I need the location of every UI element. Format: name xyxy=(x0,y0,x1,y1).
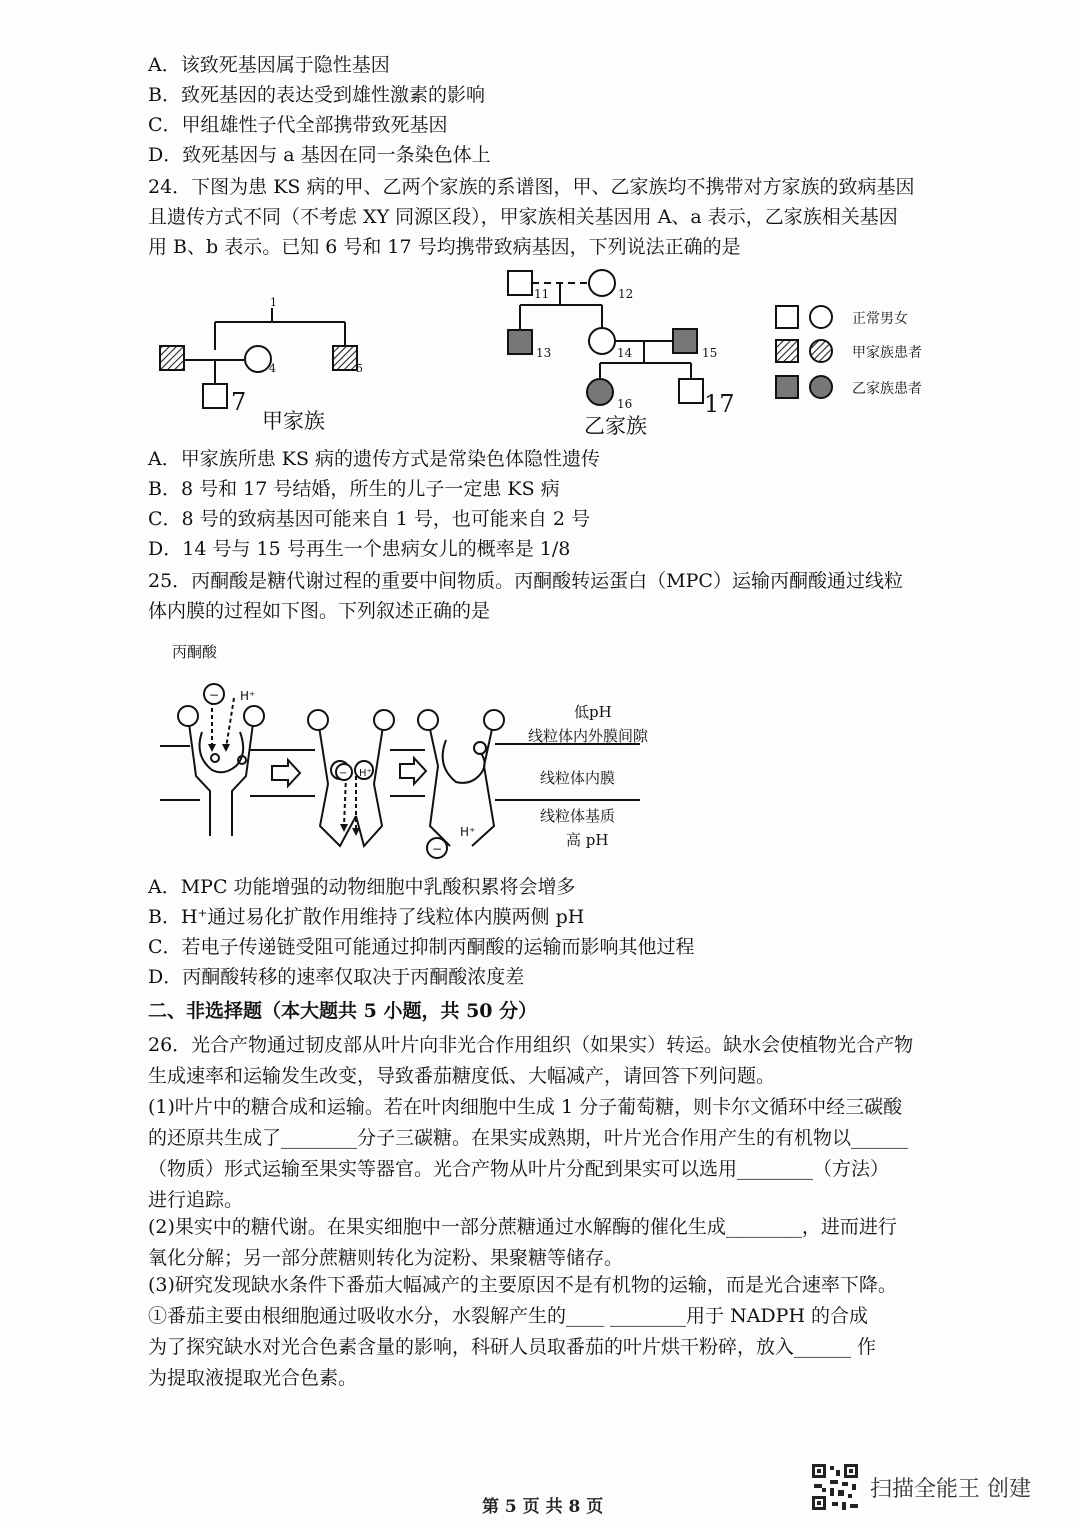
scanner-text: 扫描全能王 创建 xyxy=(870,1476,1031,1502)
pedigree-number: 17 xyxy=(704,390,735,418)
pedigree-diagram xyxy=(140,262,970,442)
pedigree-number: 12 xyxy=(618,287,634,301)
q24-option-c: C．8 号的致病基因可能来自 1 号，也可能来自 2 号 xyxy=(148,508,591,530)
q23-option-d: D．致死基因与 a 基因在同一条染色体上 xyxy=(148,144,491,166)
inner-membrane-label: 线粒体内膜 xyxy=(540,769,616,787)
q25-option-d: D．丙酮酸转移的速率仅取决于丙酮酸浓度差 xyxy=(148,966,525,988)
family-b-label: 乙家族 xyxy=(584,414,647,438)
q23-option-b: B．致死基因的表达受到雄性激素的影响 xyxy=(148,84,485,106)
pedigree-number: 7 xyxy=(231,388,247,416)
minus-symbol: − xyxy=(339,768,348,779)
q25-stem-line: 体内膜的过程如下图。下列叙述正确的是 xyxy=(148,600,491,622)
qr-code-icon xyxy=(810,1462,860,1512)
q25-option-c: C．若电子传递链受阻可能通过抑制丙酮酸的运输而影响其他过程 xyxy=(148,936,695,958)
q24-stem-line: 且遗传方式不同（不考虑 XY 同源区段），甲家族相关基因用 A、a 表示，乙家族相关基因 xyxy=(148,206,898,228)
q23-option-c: C．甲组雄性子代全部携带致死基因 xyxy=(148,114,448,136)
q26-line: 生成速率和运输发生改变，导致番茄糖度低、大幅减产，请回答下列问题。 xyxy=(148,1065,776,1087)
q26-line: 为了探究缺水对光合色素含量的影响，科研人员取番茄的叶片烘干粉碎，放入______ 作 xyxy=(148,1336,877,1358)
q24-stem-line: 24．下图为患 KS 病的甲、乙两个家族的系谱图，甲、乙家族均不携带对方家族的致病基因 xyxy=(148,176,915,198)
q26-line: 的还原共生成了________分子三碳糖。在果实成熟期，叶片光合作用产生的有机物以______ xyxy=(148,1127,909,1149)
q26-line: （物质）形式运输至果实等器官。光合产物从叶片分配到果实可以选用________（方法） xyxy=(148,1158,890,1180)
pedigree-number: 14 xyxy=(617,346,633,360)
q25-option-a: A．MPC 功能增强的动物细胞中乳酸积累将会增多 xyxy=(148,876,576,898)
q26-line: (2)果实中的糖代谢。在果实细胞中一部分蔗糖通过水解酶的催化生成________，进而进行 xyxy=(148,1216,897,1238)
pyruvate-label: 丙酮酸 xyxy=(172,643,218,661)
q26-line: ①番茄主要由根细胞通过吸收水分，水裂解产生的____ ________用于 NADPH 的合成 xyxy=(148,1305,869,1327)
scanner-watermark xyxy=(810,1462,1031,1512)
high-ph-label: 高 pH xyxy=(566,831,609,849)
q26-line: (1)叶片中的糖合成和运输。若在叶肉细胞中生成 1 分子葡萄糖，则卡尔文循环中经三碳酸 xyxy=(148,1096,903,1118)
section-2-title: 二、非选择题（本大题共 5 小题，共 50 分） xyxy=(148,1000,538,1022)
q24-option-a: A．甲家族所患 KS 病的遗传方式是常染色体隐性遗传 xyxy=(148,448,601,470)
intermembrane-space-label: 线粒体内外膜间隙 xyxy=(528,727,649,745)
pedigree-number: 13 xyxy=(536,346,552,360)
q26-line: 进行追踪。 xyxy=(148,1189,244,1211)
pedigree-number: 1 xyxy=(270,296,277,309)
pedigree-number: 5 xyxy=(356,362,363,375)
q23-option-a: A．该致死基因属于隐性基因 xyxy=(148,54,390,76)
q24-stem-line: 用 B、b 表示。已知 6 号和 17 号均携带致病基因，下列说法正确的是 xyxy=(148,236,741,258)
q26-line: 26．光合产物通过韧皮部从叶片向非光合作用组织（如果实）转运。缺水会使植物光合产物 xyxy=(148,1034,914,1056)
q25-stem-line: 25．丙酮酸是糖代谢过程的重要中间物质。丙酮酸转运蛋白（MPC）运输丙酮酸通过线粒 xyxy=(148,570,903,592)
q24-option-b: B．8 号和 17 号结婚，所生的儿子一定患 KS 病 xyxy=(148,478,560,500)
matrix-label: 线粒体基质 xyxy=(540,807,616,825)
page-footer: 第 5 页 共 8 页 xyxy=(482,1497,604,1517)
family-a-label: 甲家族 xyxy=(262,409,325,433)
proton-label: H⁺ xyxy=(240,689,256,703)
q26-line: 为提取液提取光合色素。 xyxy=(148,1367,358,1389)
minus-symbol: − xyxy=(209,688,220,702)
legend-family-b: 乙家族患者 xyxy=(852,381,922,397)
q26-line: 氧化分解；另一部分蔗糖则转化为淀粉、果聚糖等储存。 xyxy=(148,1247,624,1269)
q24-option-d: D．14 号与 15 号再生一个患病女儿的概率是 1/8 xyxy=(148,538,571,560)
legend-normal: 正常男女 xyxy=(852,311,908,327)
pedigree-number: 4 xyxy=(269,362,276,375)
pedigree-number: 15 xyxy=(702,346,718,360)
q26-line: (3)研究发现缺水条件下番茄大幅减产的主要原因不是有机物的运输，而是光合速率下降。 xyxy=(148,1274,897,1296)
q25-option-b: B．H⁺通过易化扩散作用维持了线粒体内膜两侧 pH xyxy=(148,906,585,928)
proton-label: H⁺ xyxy=(359,768,372,779)
low-ph-label: 低pH xyxy=(574,703,612,721)
proton-label: H⁺ xyxy=(460,825,476,839)
pedigree-number: 16 xyxy=(617,397,633,411)
legend-family-a: 甲家族患者 xyxy=(852,345,922,361)
minus-symbol: − xyxy=(432,842,443,856)
pedigree-number: 11 xyxy=(534,287,550,301)
